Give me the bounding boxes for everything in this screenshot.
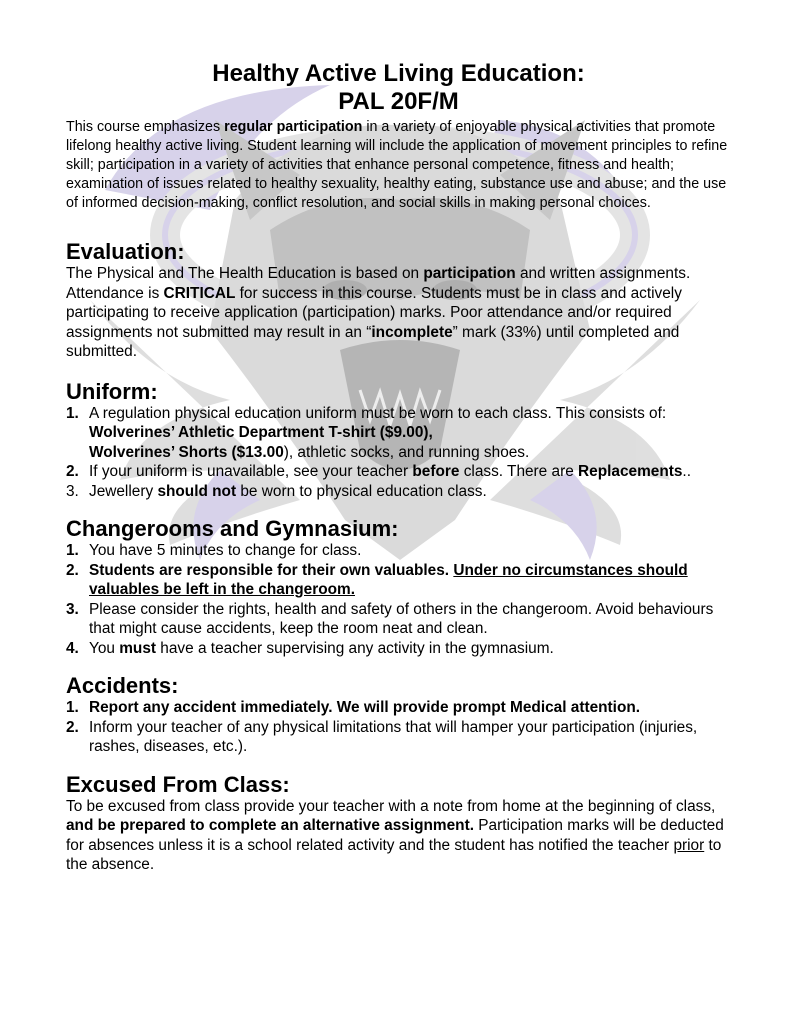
excused-paragraph: To be excused from class provide your teacher with a note from home at the beginning of class, and be prepared to complete an alternative assignment. Participation marks will be deducted for absences unless it is a school related activity and the student has notified the teacher prior to the absence.: [66, 797, 724, 873]
list-item: 1. Report any accident immediately. We will provide prompt Medical attention.: [66, 699, 641, 716]
list-item: 2. If your uniform is unavailable, see your teacher before class. There are Replacements..: [66, 463, 691, 480]
list-item: 2. Students are responsible for their own valuables. Under no circumstances should valuables be left in the changeroom.: [66, 561, 688, 598]
list-item: 2. Inform your teacher of any physical limitations that will hamper your participation (injuries, rashes, diseases, etc.).: [66, 718, 698, 755]
evaluation-heading: Evaluation:: [66, 239, 185, 264]
evaluation-paragraph: The Physical and The Health Education is based on participation and written assignments. Attendance is CRITICAL for success in this course. Students must be in class and actively participating to receive application (participation) marks. Poor attendance and/or required assignments not submitted may result in an “incomplete” mark (33%) until completed and submitted.: [66, 265, 691, 360]
changerooms-list: [66, 541, 731, 658]
changerooms-heading: Changerooms and Gymnasium:: [66, 516, 399, 541]
excused-heading: Excused From Class:: [66, 771, 290, 797]
list-item: 3. Jewellery should not be worn to physical education class.: [66, 482, 487, 500]
course-code: PAL 20F/M: [338, 88, 459, 115]
list-item: 1. You have 5 minutes to change for class.: [66, 542, 362, 559]
document-body: [66, 0, 731, 875]
page-title: Healthy Active Living Education:: [212, 60, 585, 87]
accidents-heading: Accidents:: [66, 673, 179, 698]
list-item: 4. You must have a teacher supervising any activity in the gymnasium.: [66, 639, 554, 657]
intro-paragraph: This course emphasizes regular participation in a variety of enjoyable physical activities that promote lifelong healthy active living. Student learning will include the application of movement principles to refine skill; participation in a variety of activities that enhance personal competence, fitness and health; examination of issues related to healthy sexuality, healthy eating, substance use and abuse; and the use of informed decision-making, conflict resolution, and social skills in making personal choices.: [66, 119, 728, 211]
accidents-list: [66, 698, 731, 757]
uniform-heading: Uniform:: [66, 378, 158, 404]
list-item: 1. A regulation physical education uniform must be worn to each class. This consists of: Wolverines’ Athletic Department T-shirt ($9.00), Wolverines’ Shorts ($13.00), athletic socks, and running shoes.: [66, 404, 667, 461]
list-item: 3. Please consider the rights, health and safety of others in the changeroom. Avoid behaviours that might cause accidents, keep the room neat and clean.: [66, 600, 714, 637]
uniform-list: [66, 404, 731, 502]
